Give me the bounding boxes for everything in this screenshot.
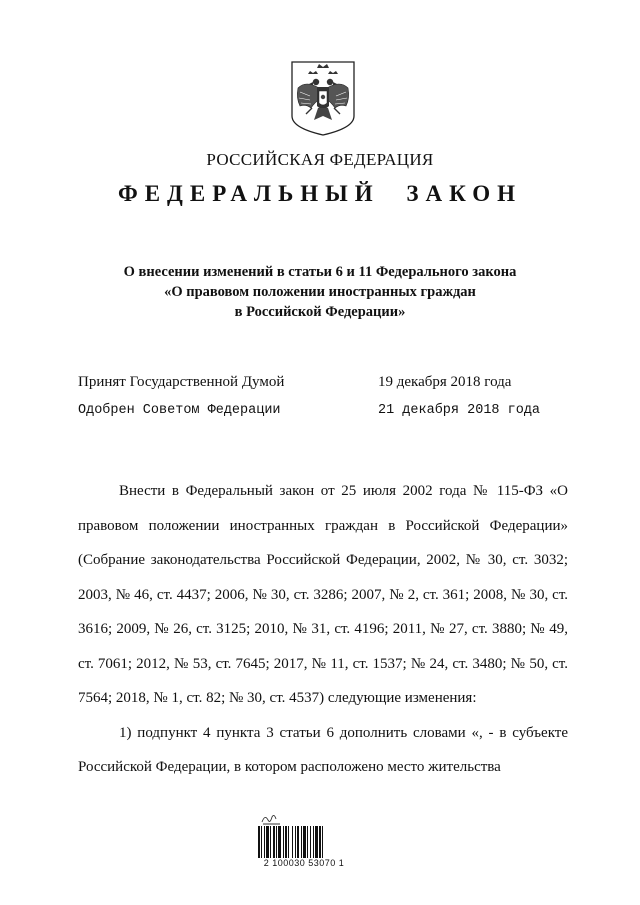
- duma-adoption-date: 19 декабря 2018 года: [378, 374, 512, 390]
- duma-adoption-label: Принят Государственной Думой: [78, 374, 285, 390]
- law-title-line: О внесении изменений в статьи 6 и 11 Федерального закона: [123, 264, 517, 280]
- law-title-line: в Российской Федерации»: [234, 304, 406, 320]
- council-approval-date: 21 декабря 2018 года: [378, 403, 541, 418]
- adoption-duma-row: [78, 374, 562, 394]
- document-type-heading: ФЕДЕРАЛЬНЫЙ ЗАКОН: [117, 181, 523, 206]
- barcode-number: 2 100030 53070 1: [263, 858, 345, 868]
- country-heading: РОССИЙСКАЯ ФЕДЕРАЦИЯ: [206, 150, 434, 169]
- law-title: [0, 262, 640, 322]
- body-paragraph: 1) подпункт 4 пункта 3 статьи 6 дополнить словами «, - в субъекте Российской Федерации, в котором расположено место жительства: [78, 724, 568, 775]
- law-title-line: «О правовом положении иностранных граждан: [164, 284, 476, 300]
- barcode-icon: [256, 826, 352, 858]
- handwritten-mark-icon: [260, 812, 282, 826]
- body-paragraph: Внести в Федеральный закон от 25 июля 2002 года № 115-ФЗ «О правовом положении иностранных граждан в Российской Федерации» (Собрание законодательства Российской Федерации, 2002, № 30, ст. 3032; 2003, № 46, ст. 4437; 2006, № 30, ст. 3286; 2007, № 2, ст. 361; 2008, № 30, ст. 3616; 2009, № 26, ст. 3125; 2010, № 31, ст. 4196; 2011, № 27, ст. 3880; № 49, ст. 7061; 2012, № 53, ст. 7645; 2017, № 11, ст. 1537; № 24, ст. 3480; № 50, ст. 7564; 2018, № 1, ст. 82; № 30, ст. 4537) следующие изменения:: [78, 483, 568, 706]
- document-barcode: [256, 812, 352, 868]
- council-approval-label: Одобрен Советом Федерации: [78, 403, 281, 418]
- law-body: [78, 474, 568, 785]
- adoption-council-row: [78, 403, 562, 423]
- coat-of-arms-icon: [286, 58, 360, 138]
